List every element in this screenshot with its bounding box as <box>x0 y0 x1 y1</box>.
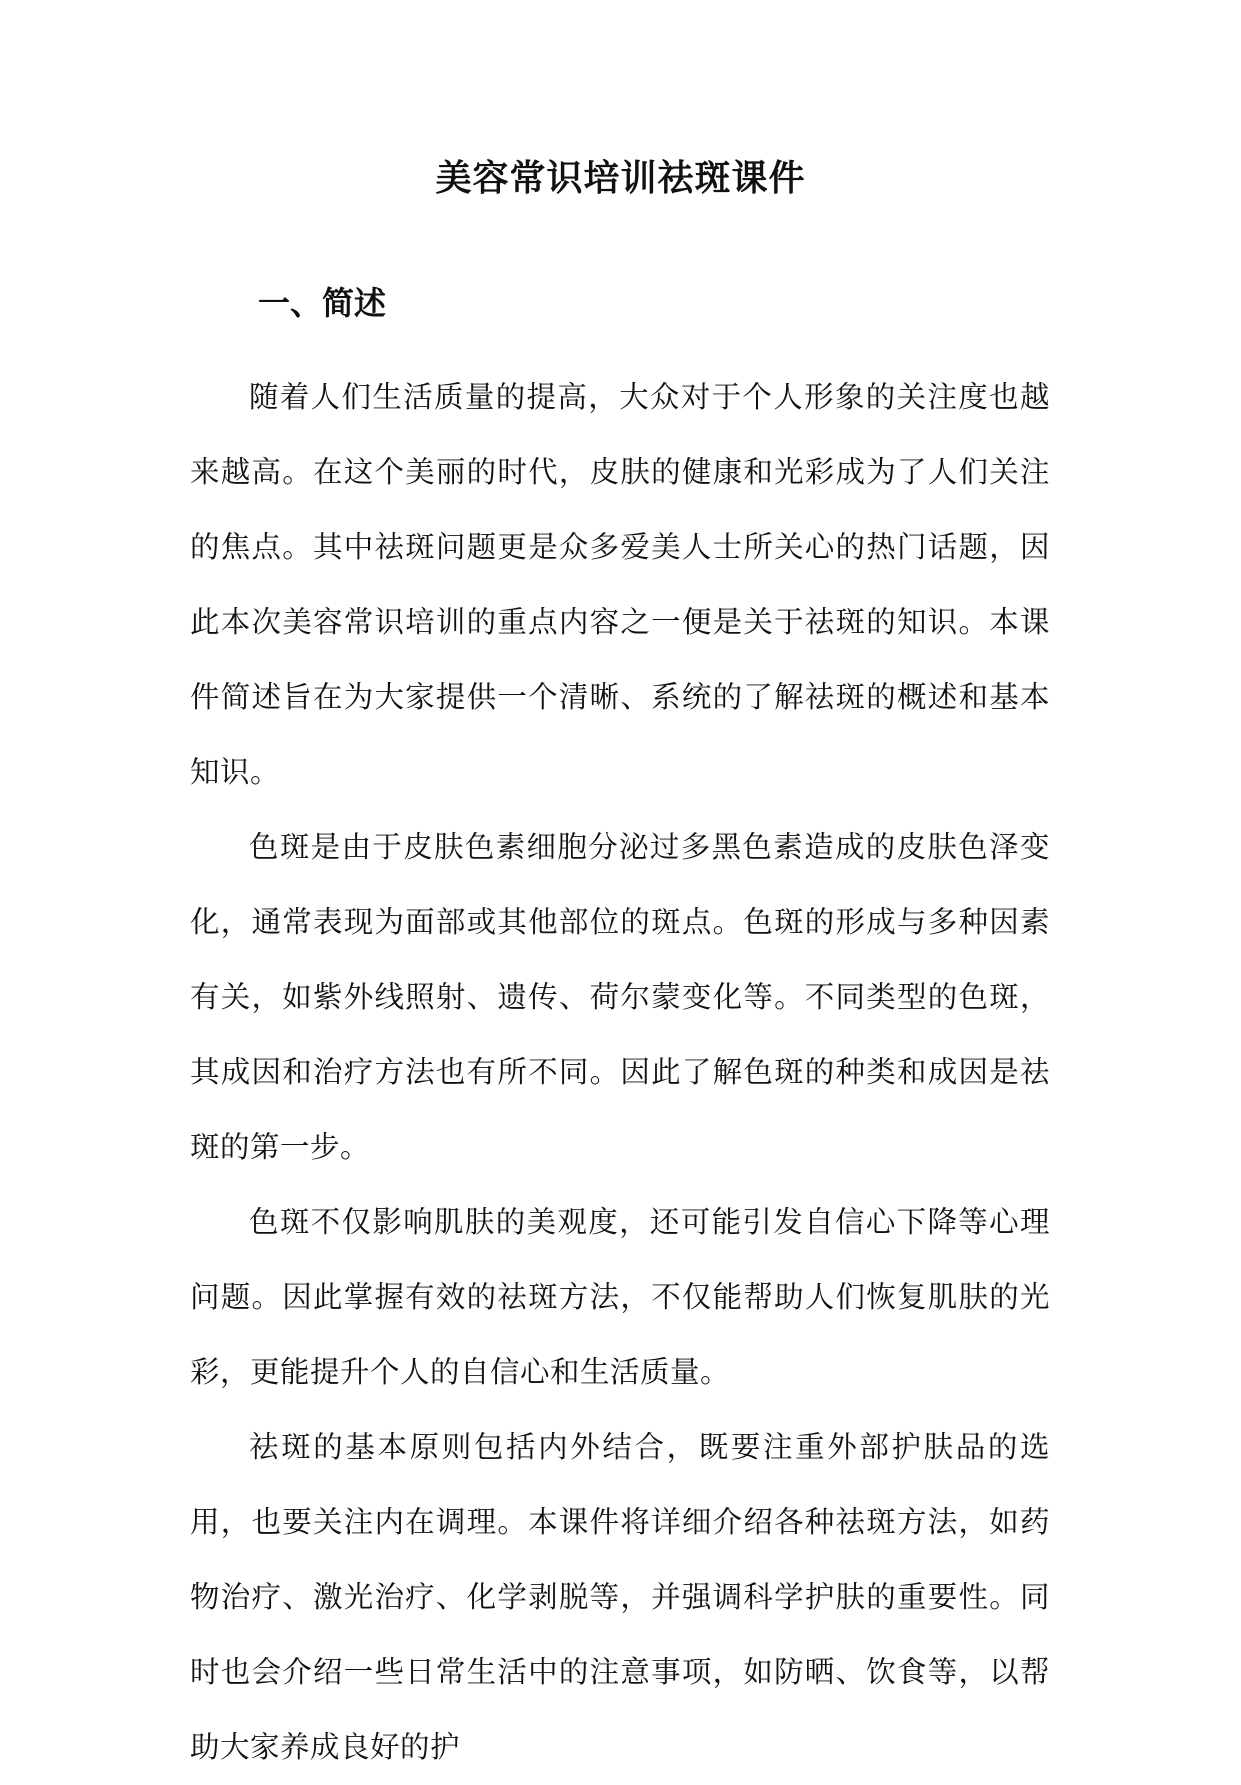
paragraph: 随着人们生活质量的提高，大众对于个人形象的关注度也越来越高。在这个美丽的时代，皮肤的健康和光彩成为了人们关注的焦点。其中祛斑问题更是众多爱美人士所关心的热门话题，因此本次美容常识培训的重点内容之一便是关于祛斑的知识。本课件简述旨在为大家提供一个清晰、系统的了解祛斑的概述和基本知识。 <box>190 380 1050 789</box>
document-title: 美容常识培训祛斑课件 <box>435 157 806 199</box>
paragraph: 色斑是由于皮肤色素细胞分泌过多黑色素造成的皮肤色泽变化，通常表现为面部或其他部位的斑点。色斑的形成与多种因素有关，如紫外线照射、遗传、荷尔蒙变化等。不同类型的色斑，其成因和治疗方法也有所不同。因此了解色斑的种类和成因是祛斑的第一步。 <box>190 830 1050 1164</box>
paragraph: 祛斑的基本原则包括内外结合，既要注重外部护肤品的选用，也要关注内在调理。本课件将详细介绍各种祛斑方法，如药物治疗、激光治疗、化学剥脱等，并强调科学护肤的重要性。同时也会介绍一些日常生活中的注意事项，如防晒、饮食等，以帮助大家养成良好的护 <box>190 1430 1050 1764</box>
paragraph: 色斑不仅影响肌肤的美观度，还可能引发自信心下降等心理问题。因此掌握有效的祛斑方法，不仅能帮助人们恢复肌肤的光彩，更能提升个人的自信心和生活质量。 <box>190 1205 1050 1389</box>
section-body <box>190 360 1050 1785</box>
section-heading: 一、简述 <box>258 284 387 322</box>
